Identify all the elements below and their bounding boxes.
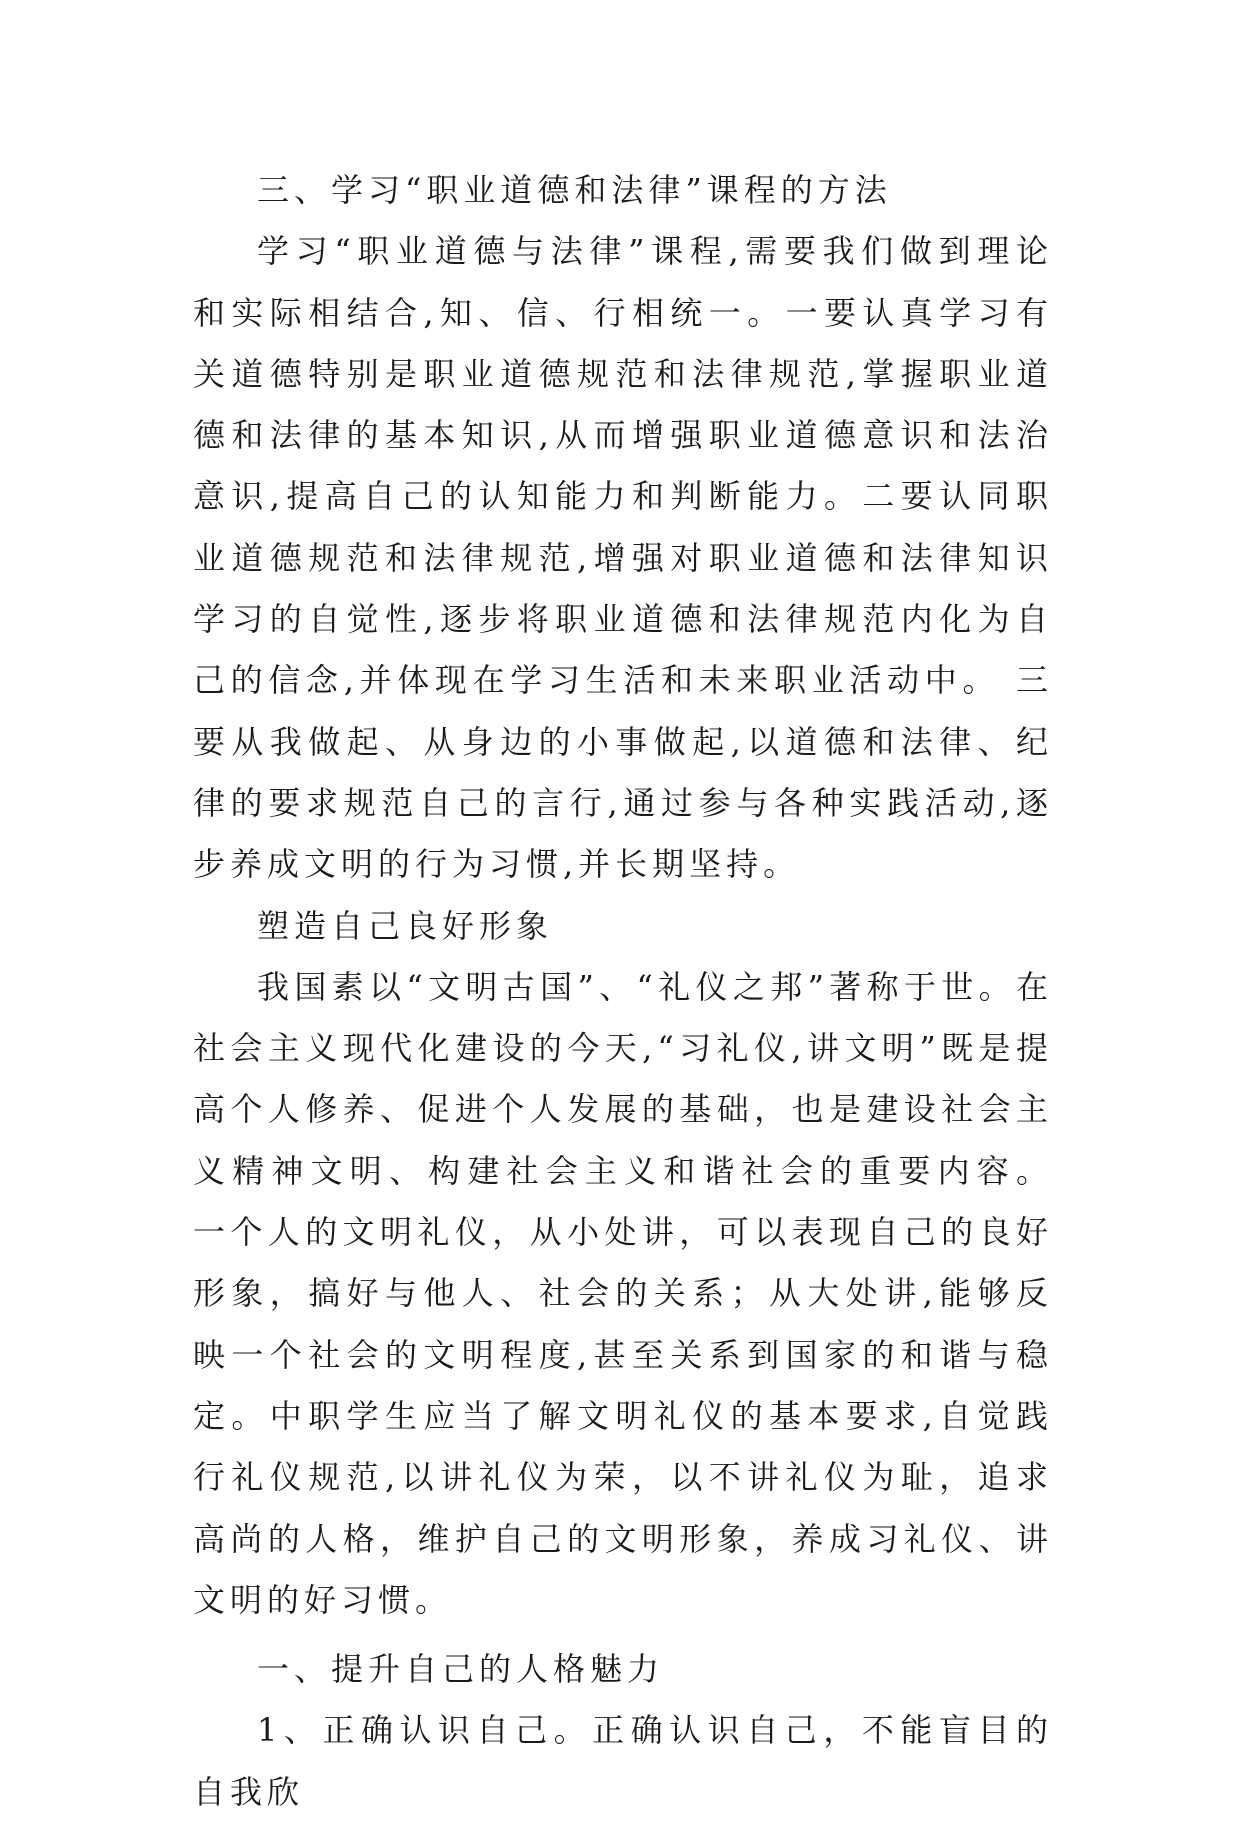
section-heading-course-method: 三、学习“职业道德和法律”课程的方法: [257, 171, 892, 209]
document-body: [193, 160, 1053, 1823]
paragraph-know-yourself: 1、正确认识自己。正确认识自己，不能盲目的自我欣: [193, 1711, 1053, 1811]
section-heading-good-image: 塑造自己良好形象: [257, 906, 554, 945]
paragraph-spacer: [193, 1631, 1053, 1639]
section-heading-personality: 一、提升自己的人格魅力: [257, 1650, 665, 1689]
paragraph-course-method: 学习“职业道德与法律”课程,需要我们做到理论和实际相结合,知、信、行相统一。一要认真学习有关道德特别是职业道德规范和法律规范,掌握职业道德和法律的基本知识,从而增强职业道德意识和法治意识,提高自己的认知能力和判断能力。二要认同职业道德规范和法律规范,增强对职业道德和法律知识学习的自觉性,逐步将职业道德和法律规范内化为自己的信念,并体现在学习生活和未来职业活动中。 三要从我做起、从身边的小事做起,以道德和法律、纪律的要求规范自己的言行,通过参与各种实践活动,逐步养成文明的行为习惯,并长期坚持。: [193, 232, 1053, 884]
paragraph-civilization-etiquette: 我国素以“文明古国”、“礼仪之邦”著称于世。在社会主义现代化建设的今天,“习礼仪,讲文明”既是提高个人修养、促进个人发展的基础，也是建设社会主义精神文明、构建社会主义和谐社会的重要内容。 一个人的文明礼仪，从小处讲，可以表现自己的良好形象，搞好与他人、社会的关系；从大处讲,能够反映一个社会的文明程度,甚至关系到国家的和谐与稳定。中职学生应当了解文明礼仪的基本要求,自觉践行礼仪规范,以讲礼仪为荣，以不讲礼仪为耻，追求高尚的人格，维护自己的文明形象，养成习礼仪、讲文明的好习惯。: [193, 967, 1053, 1619]
